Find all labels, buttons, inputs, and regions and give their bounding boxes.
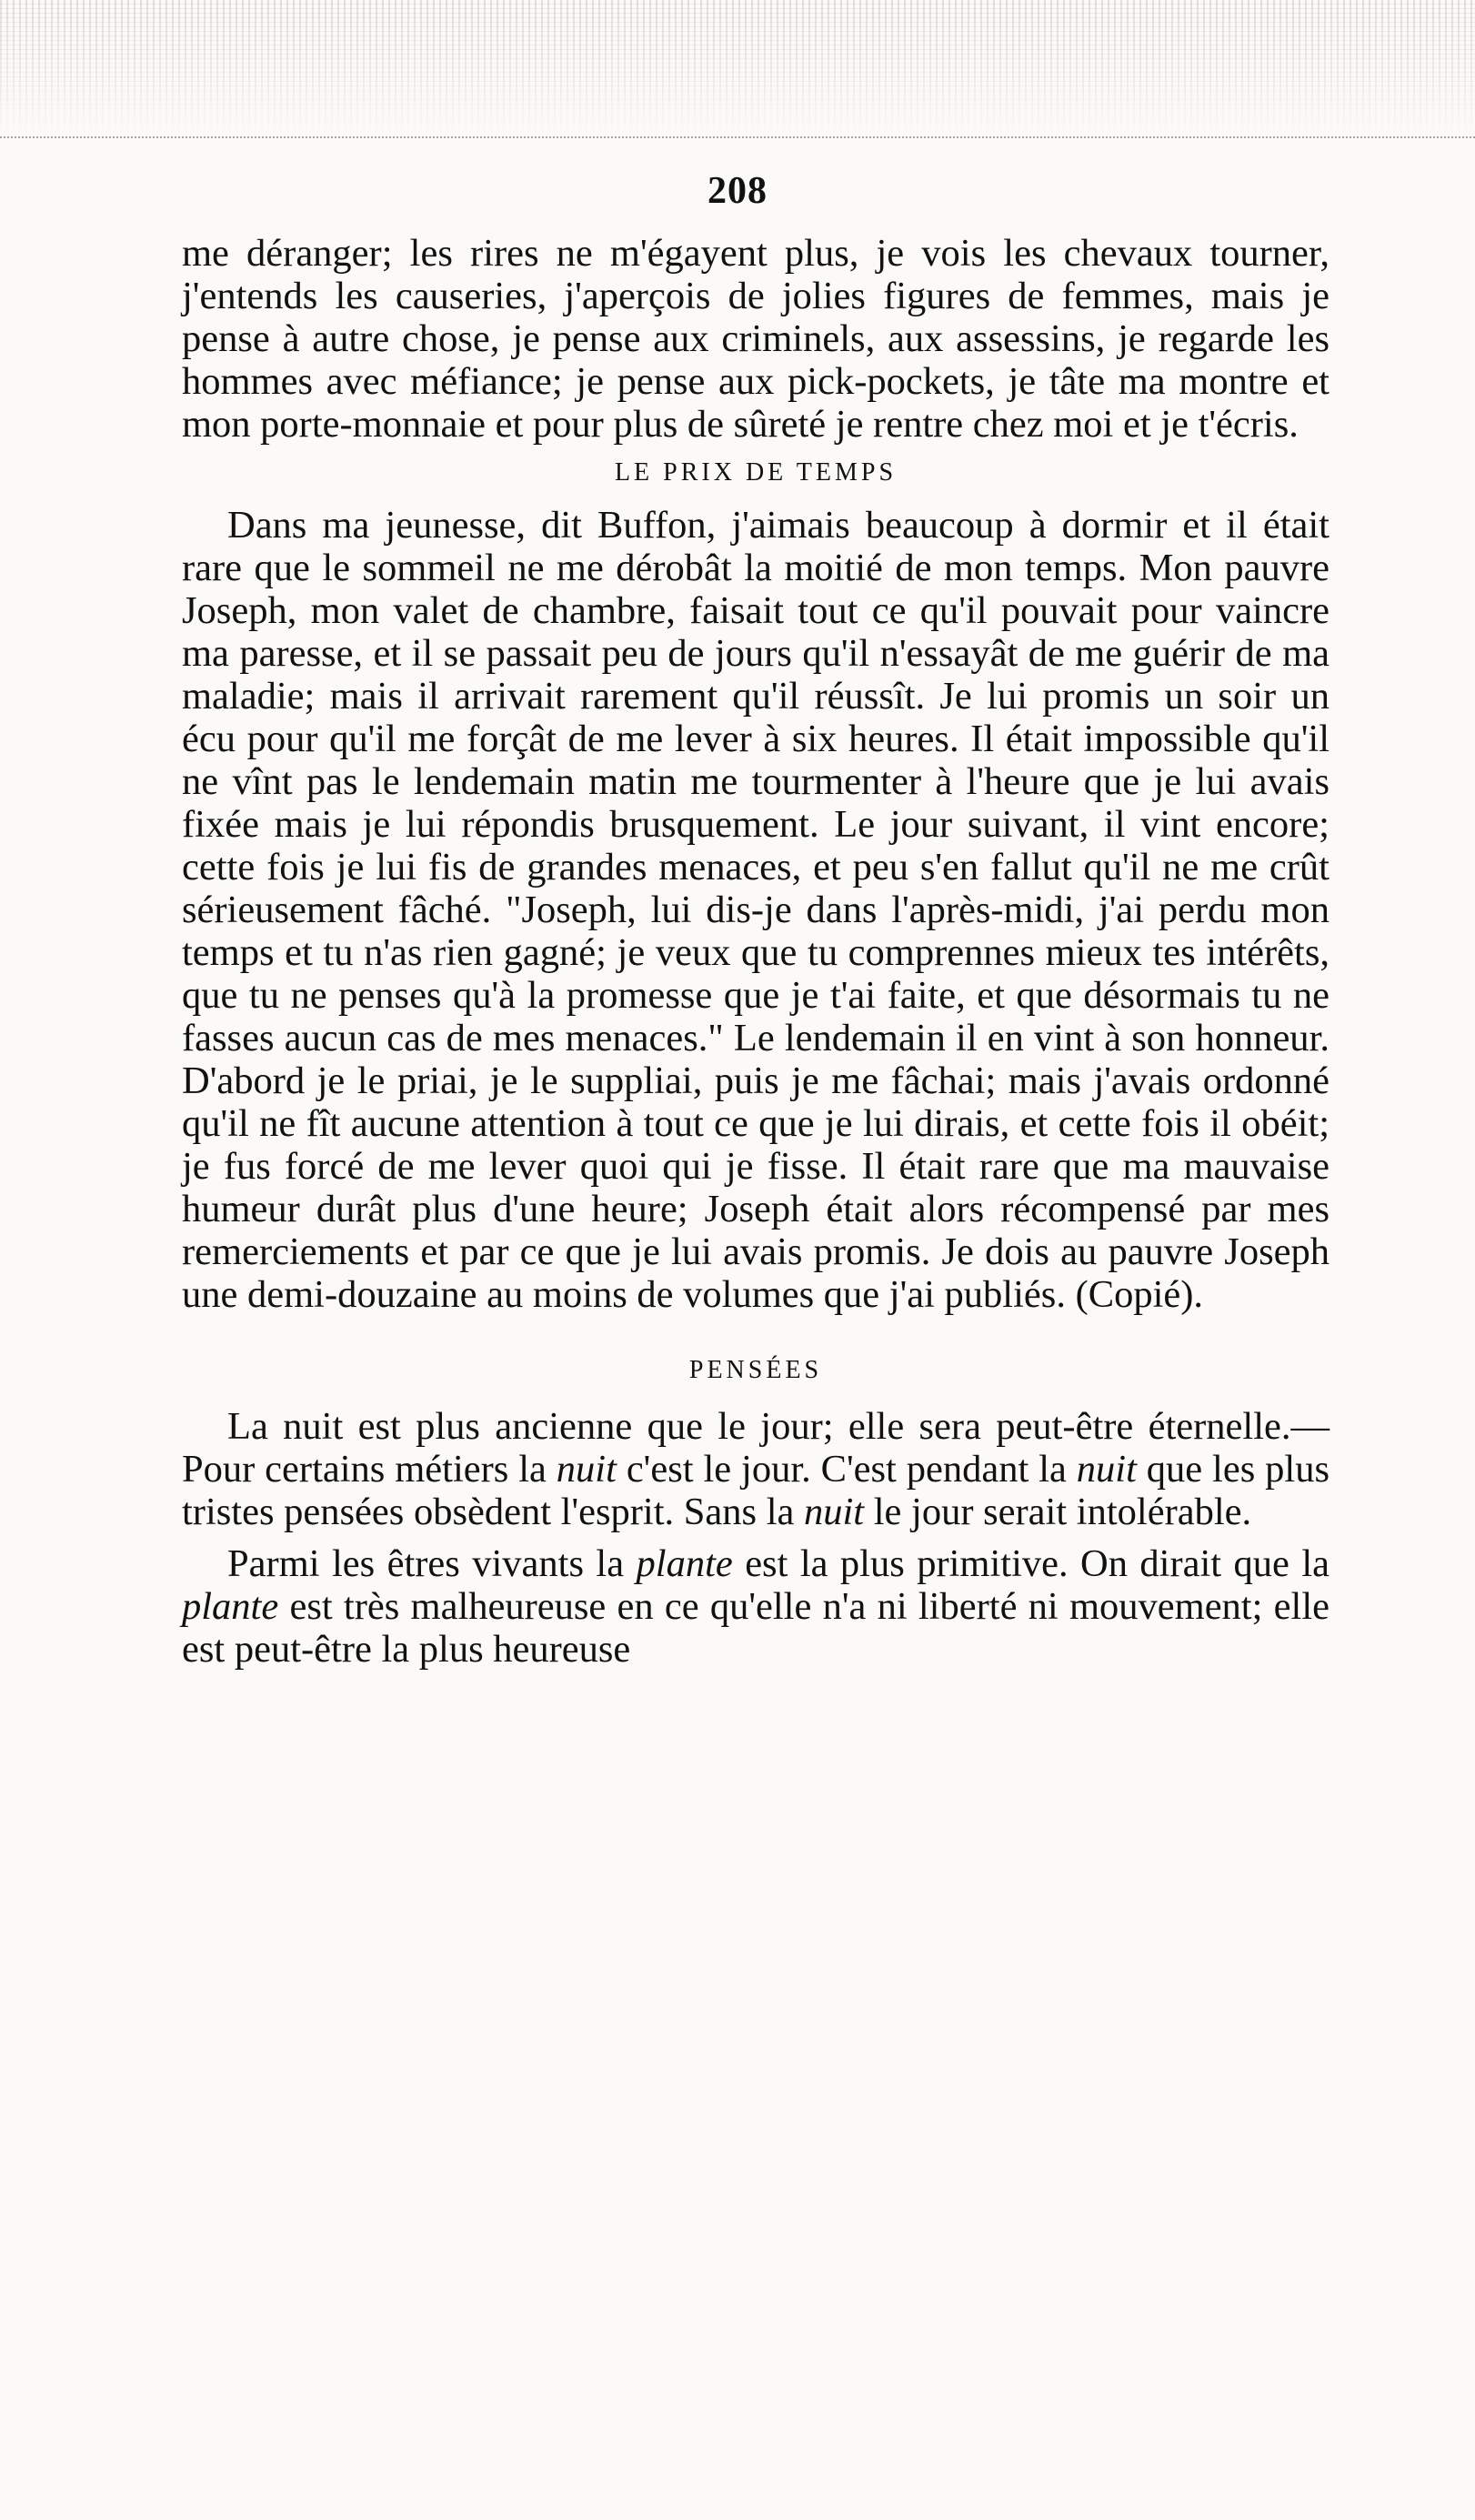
italic-word: nuit: [1076, 1448, 1137, 1491]
opening-paragraph: me déranger; les rires ne m'égayent plus, je vois les chevaux tourner, j'entends les causeries, j'aperçois de jolies figures de femmes, mais je pense à autre chose, je pense aux criminels, aux assessins, je regarde les hommes avec méfiance; je pense aux pick-pockets, je tâte ma montre et mon porte-monnaie et pour plus de sûreté je rentre chez moi et je t'écris.: [182, 232, 1330, 446]
italic-word: plante: [182, 1585, 279, 1628]
text-run: que les plus tristes pensées obsèdent l'esprit. Sans la: [182, 1448, 1330, 1533]
section-heading-pensees: PENSÉES: [688, 1356, 823, 1384]
section-heading-prix-de-temps: LE PRIX DE TEMPS: [614, 458, 898, 487]
text-run: est très malheureuse en ce qu'elle n'a ni liberté ni mouvement; elle est peut-être la plus heureuse: [182, 1585, 1330, 1671]
paragraph-plante: [182, 1542, 1330, 1671]
text-run: La nuit est plus ancienne que le jour; elle sera peut-être éternelle.—Pour certains métiers la: [182, 1405, 1330, 1491]
scan-edge-noise: [0, 0, 1475, 136]
italic-word: nuit: [803, 1491, 865, 1533]
text-run: est la plus primitive. On dirait que la: [732, 1542, 1330, 1585]
text-run: le jour serait intolérable.: [864, 1491, 1252, 1533]
text-run: Parmi les êtres vivants la: [227, 1542, 637, 1585]
page-number: 208: [707, 170, 768, 212]
italic-word: plante: [636, 1542, 733, 1585]
text-run: c'est le jour. C'est pendant la: [616, 1448, 1077, 1491]
paragraph-nuit: [182, 1405, 1330, 1533]
italic-word: nuit: [556, 1448, 617, 1491]
paragraph-buffon: Dans ma jeunesse, dit Buffon, j'aimais beaucoup à dormir et il était rare que le sommeil ne me dérobât la moitié de mon temps. Mon pauvre Joseph, mon valet de chambre, faisait tout ce qu'il pouvait pour vaincre ma paresse, et il se passait peu de jours qu'il n'essayât de me guérir de ma maladie; mais il arrivait rarement qu'il réussît. Je lui promis un soir un écu pour qu'il me forçât de me lever à six heures. Il était impossible qu'il ne vînt pas le lendemain matin me tourmenter à l'heure que je lui avais fixée mais je lui répondis brusquement. Le jour suivant, il vint encore; cette fois je lui fis de grandes menaces, et peu s'en fallut qu'il ne me crût sérieusement fâché. "Joseph, lui dis-je dans l'après-midi, j'ai perdu mon temps et tu n'as rien gagné; je veux que tu comprennes mieux tes intérêts, que tu ne penses qu'à la promesse que je t'ai faite, et que désormais tu ne fasses aucun cas de mes menaces." Le lendemain il en vint à son honneur. D'abord je le priai, je le suppliai, puis je me fâchai; mais j'avais ordonné qu'il ne fît aucune attention à tout ce que je lui dirais, et cette fois il obéit; je fus forcé de me lever quoi qui je fisse. Il était rare que ma mauvaise humeur durât plus d'une heure; Joseph était alors récompensé par mes remerciements et par ce que je lui avais promis. Je dois au pauvre Joseph une demi-douzaine au moins de volumes que j'ai publiés. (Copié).: [182, 504, 1330, 1316]
scan-edge-line: [0, 136, 1475, 138]
page-text: [182, 232, 1330, 1671]
